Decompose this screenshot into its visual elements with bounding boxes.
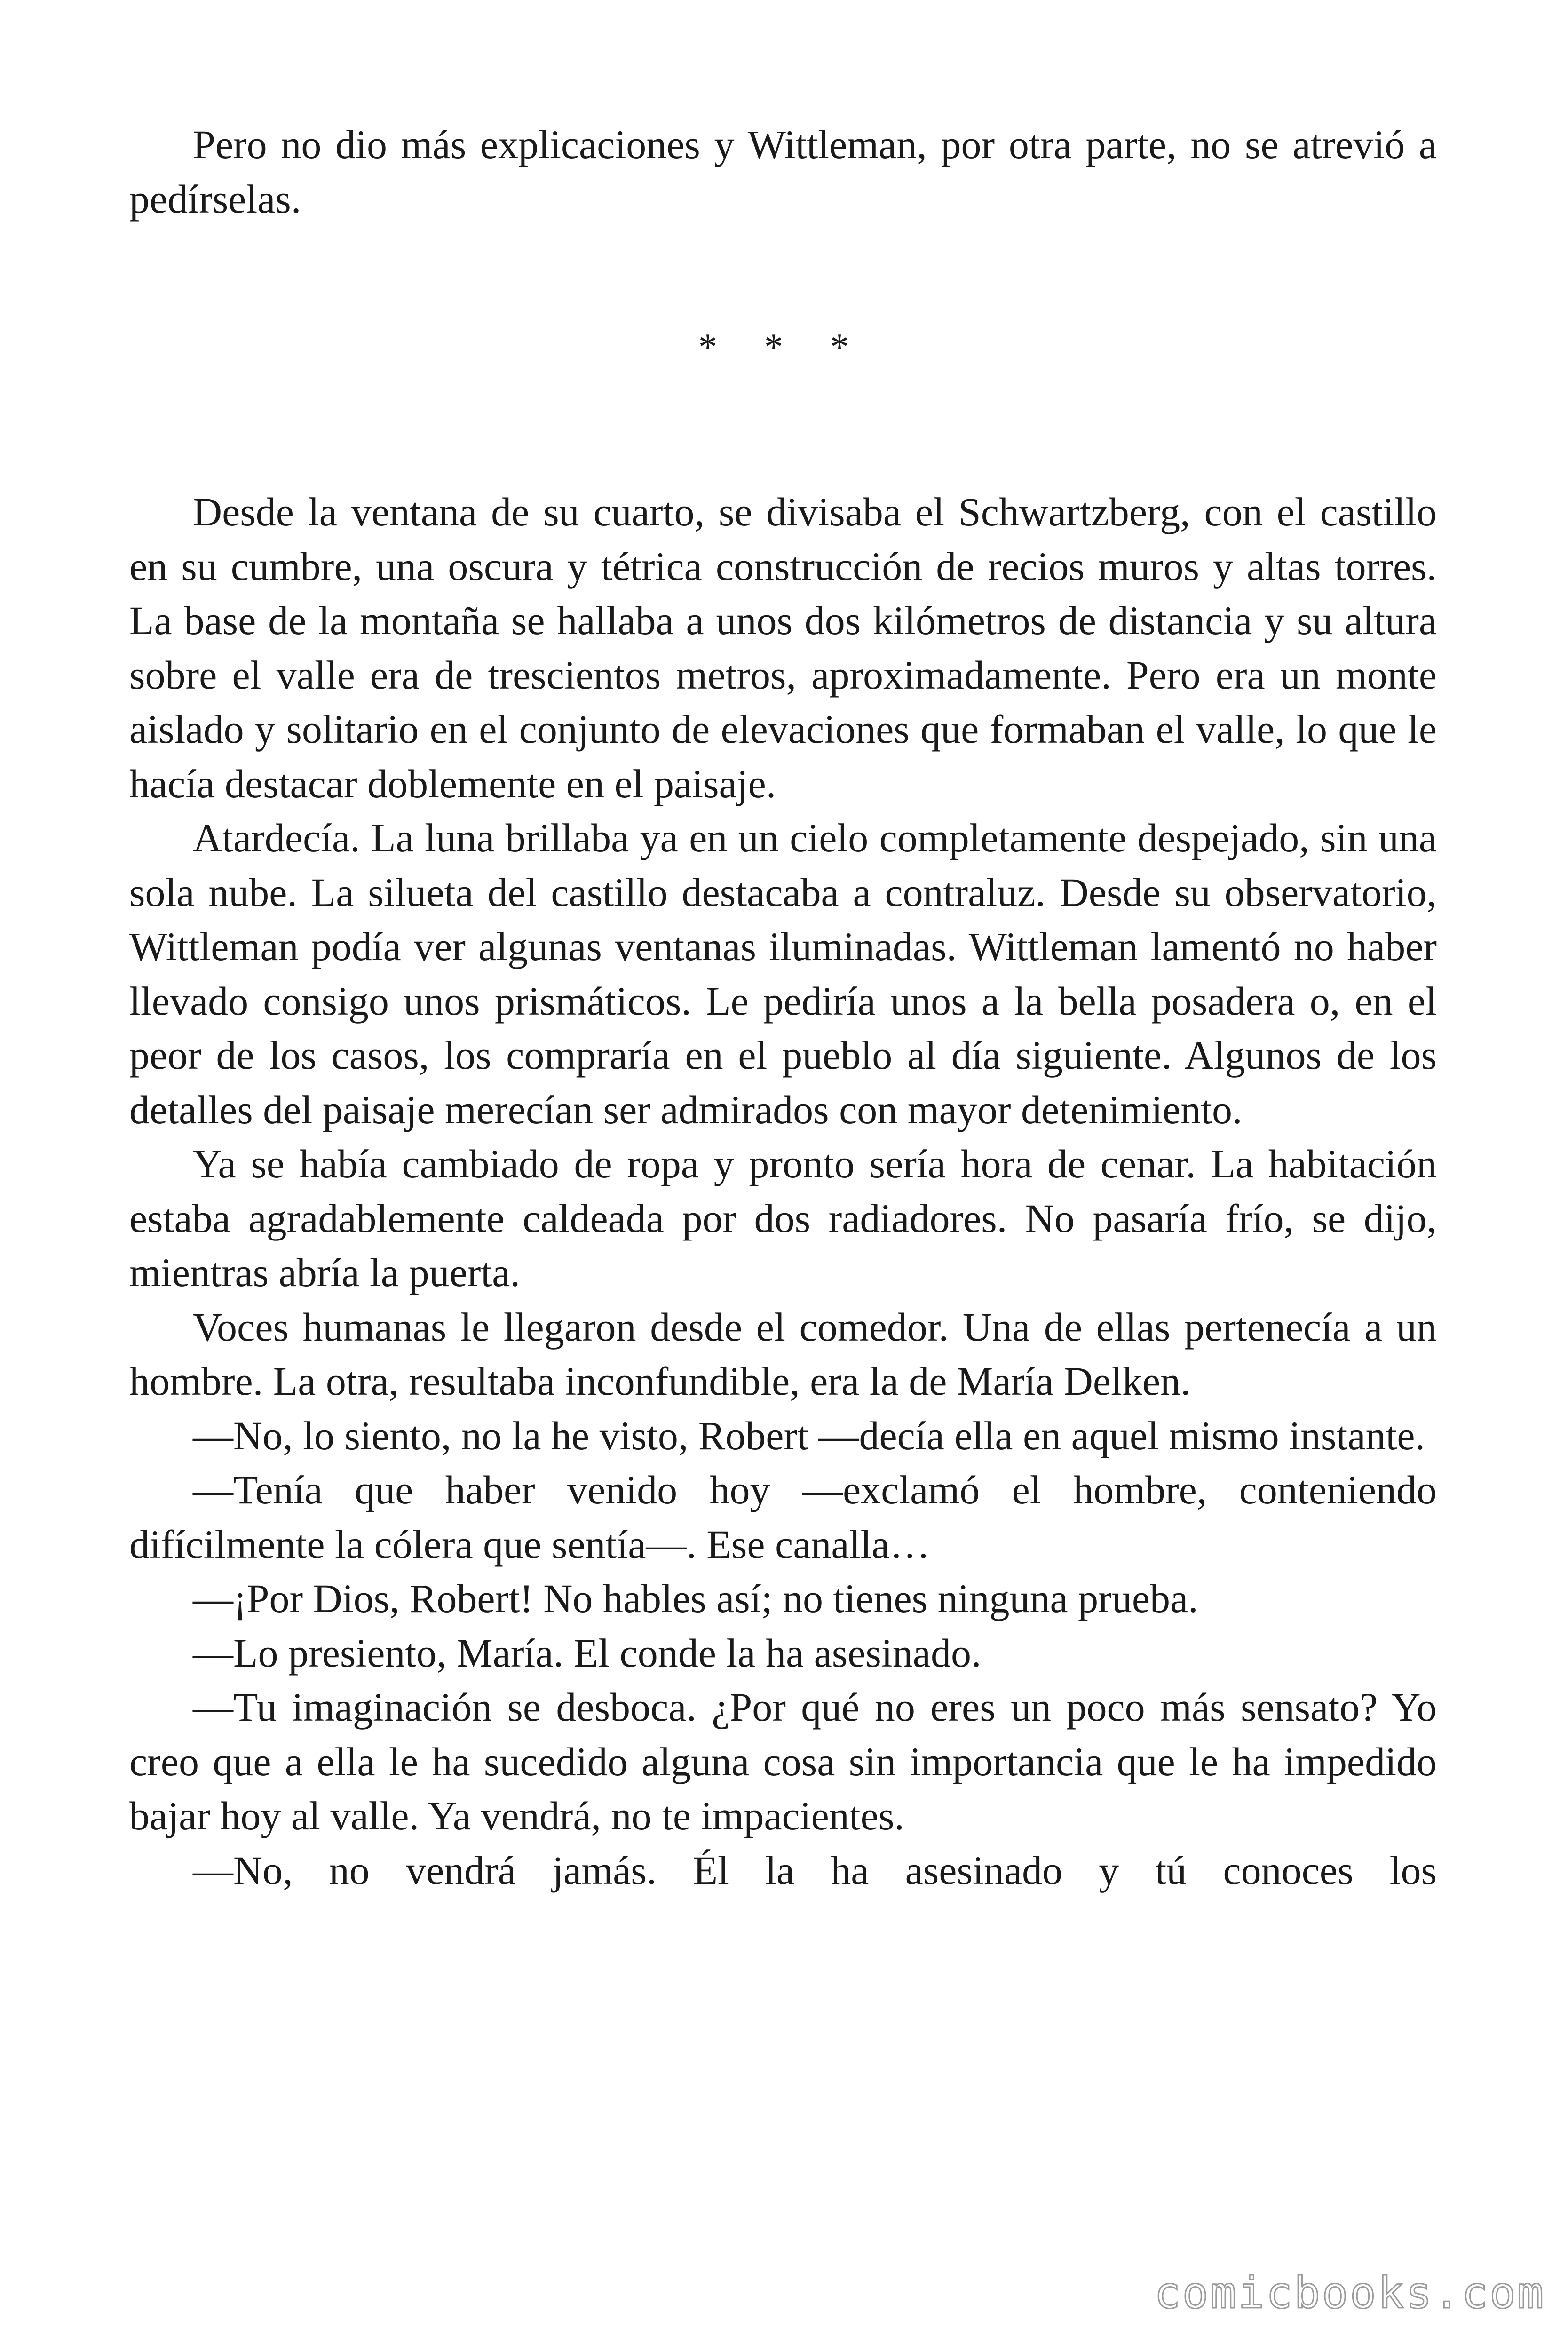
page-body (129, 118, 1437, 1898)
dialogue-line-3: —¡Por Dios, Robert! No hables así; no tienes ninguna prueba. (193, 1576, 1198, 1621)
dialogue-line-4: —Lo presiento, María. El conde la ha asesinado. (193, 1630, 982, 1676)
dialogue-line-1: —No, lo siento, no la he visto, Robert —decía ella en aquel mismo instante. (193, 1413, 1425, 1458)
paragraph-4: Ya se había cambiado de ropa y pronto sería hora de cenar. La habitación estaba agradablemente caldeada por dos radiadores. No pasaría frío, se dijo, mientras abría la puerta. (129, 1141, 1437, 1295)
paragraph-1: Pero no dio más explicaciones y Wittleman, por otra parte, no se atrevió a pedírselas. (129, 122, 1437, 222)
section-separator: * * * (698, 326, 868, 368)
paragraph-3: Atardecía. La luna brillaba ya en un cielo completamente despejado, sin una sola nube. La silueta del castillo destacaba a contraluz. Desde su observatorio, Wittleman podía ver algunas ventanas iluminadas. Wittleman lamentó no haber llevado consigo unos prismáticos. Le pediría unos a la bella posadera o, en el peor de los casos, los compraría en el pueblo al día siguiente. Algunos de los detalles del paisaje merecían ser admirados con mayor detenimiento. (129, 815, 1437, 1132)
paragraph-2: Desde la ventana de su cuarto, se divisaba el Schwartzberg, con el castillo en su cumbre, una oscura y tétrica construcción de recios muros y altas torres. La base de la montaña se hallaba a unos dos kilómetros de distancia y su altura sobre el valle era de trescientos metros, aproximadamente. Pero era un monte aislado y solitario en el conjunto de elevaciones que formaban el valle, lo que le hacía destacar doblemente en el paisaje. (129, 489, 1437, 806)
dialogue-line-6: —No, no vendrá jamás. Él la ha asesinado y tú conoces los (193, 1847, 1437, 1893)
paragraph-5: Voces humanas le llegaron desde el comedor. Una de ellas pertenecía a un hombre. La otra, resultaba inconfundible, era la de María Delken. (129, 1304, 1437, 1404)
watermark-logo: comicbooks.com (1154, 2268, 1545, 2318)
dialogue-line-2: —Tenía que haber venido hoy —exclamó el hombre, conteniendo difícilmente la cólera que sentía—. Ese canalla… (129, 1467, 1437, 1567)
dialogue-line-5: —Tu imaginación se desboca. ¿Por qué no eres un poco más sensato? Yo creo que a ella le ha sucedido alguna cosa sin importancia que le ha impedido bajar hoy al valle. Ya vendrá, no te impacientes. (129, 1685, 1437, 1838)
